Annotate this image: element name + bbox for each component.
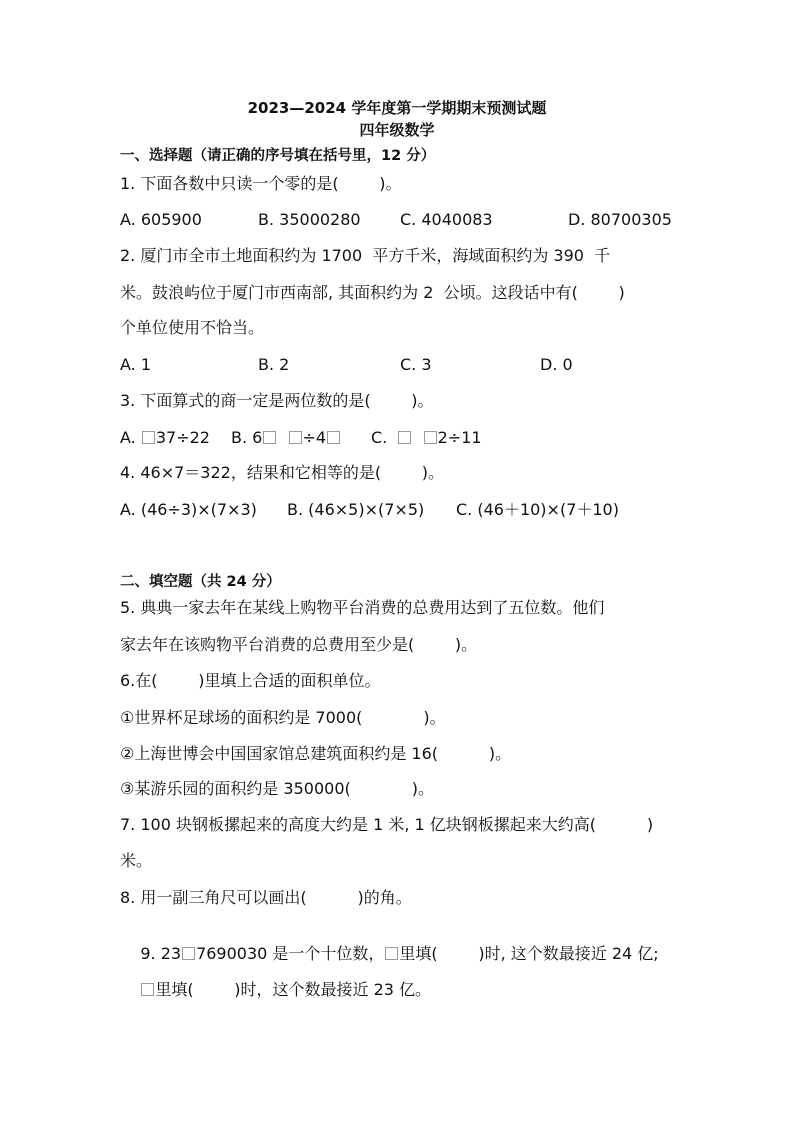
question-7-line-1: 7. 100 块钢板摞起来的高度大约是 1 米, 1 亿块钢板摞起来大约高( ) (120, 815, 654, 834)
question-5-line-2: 家去年在该购物平台消费的总费用至少是( )。 (120, 635, 478, 654)
exam-subtitle: 四年级数学 (359, 121, 435, 139)
q9-number-suffix: 7690030 是一个十位数， (196, 944, 385, 963)
q3-option-a-expr: 37÷22 (155, 428, 210, 447)
q1-option-c: C. 4040083 (400, 210, 493, 229)
question-6-sub-2: ②上海世博会中国国家馆总建筑面积约是 16( )。 (120, 744, 512, 763)
blank-box (327, 431, 340, 444)
blank-box (141, 983, 154, 996)
blank-box (289, 431, 302, 444)
q9-number-prefix: 9. 23 (140, 944, 182, 963)
q3-option-b-prefix: B. 6 (231, 428, 263, 447)
q3-option-c-expr: 2÷11 (437, 428, 482, 447)
question-7-line-2: 米。 (120, 851, 153, 870)
blank-box (182, 947, 195, 960)
q3-option-c (371, 428, 482, 448)
q2-option-b: B. 2 (258, 355, 290, 374)
blank-box (142, 431, 155, 444)
section-fill-heading: 二、填空题（共 24 分） (120, 574, 281, 590)
q2-option-a: A. 1 (120, 355, 152, 374)
q3-option-a-prefix: A. (120, 428, 141, 447)
q9-clause-1: 里填( )时, 这个数最接近 24 亿; (399, 944, 659, 963)
q1-option-d: D. 80700305 (568, 210, 672, 229)
q1-option-b: B. 35000280 (258, 210, 361, 229)
q2-option-d: D. 0 (540, 355, 573, 374)
question-9-line-2 (120, 960, 431, 1020)
blank-box (424, 431, 437, 444)
q3-option-c-prefix: C. (371, 428, 393, 447)
q4-option-c: C. (46＋10)×(7＋10) (456, 500, 619, 519)
question-6-sub-1: ①世界杯足球场的面积约是 7000( )。 (120, 708, 446, 727)
question-1: 1. 下面各数中只读一个零的是( )。 (120, 174, 402, 193)
blank-box (398, 431, 411, 444)
question-5-line-1: 5. 典典一家去年在某线上购物平台消费的总费用达到了五位数。他们 (120, 598, 605, 617)
question-2-line-3: 个单位使用不恰当。 (120, 318, 265, 337)
blank-box (385, 947, 398, 960)
q2-option-c: C. 3 (400, 355, 432, 374)
question-4: 4. 46×7＝322，结果和它相等的是( )。 (120, 463, 445, 482)
q3-option-a (120, 428, 210, 448)
section-choice-heading: 一、选择题（请正确的序号填在括号里，12 分） (120, 148, 436, 164)
q9-clause-2: 里填( )时，这个数最接近 23 亿。 (155, 980, 432, 999)
exam-title: 2023—2024 学年度第一学期期末预测试题 (247, 99, 547, 117)
q4-option-b: B. (46×5)×(7×5) (287, 500, 425, 519)
question-6: 6.在( )里填上合适的面积单位。 (120, 671, 381, 690)
q4-option-a: A. (46÷3)×(7×3) (120, 500, 257, 519)
q3-option-b (231, 428, 341, 448)
question-6-sub-3: ③某游乐园的面积约是 350000( )。 (120, 779, 435, 798)
q1-option-a: A. 605900 (120, 210, 202, 229)
q3-option-b-expr: ÷4 (302, 428, 327, 447)
question-8: 8. 用一副三角尺可以画出( )的角。 (120, 888, 412, 907)
question-2-line-2: 米。鼓浪屿位于厦门市西南部, 其面积约为 2 公顷。这段话中有( ) (120, 283, 625, 302)
question-3: 3. 下面算式的商一定是两位数的是( )。 (120, 391, 434, 410)
question-2-line-1: 2. 厦门市全市土地面积约为 1700 平方千米，海域面积约为 390 千 (120, 246, 611, 265)
blank-box (263, 431, 276, 444)
